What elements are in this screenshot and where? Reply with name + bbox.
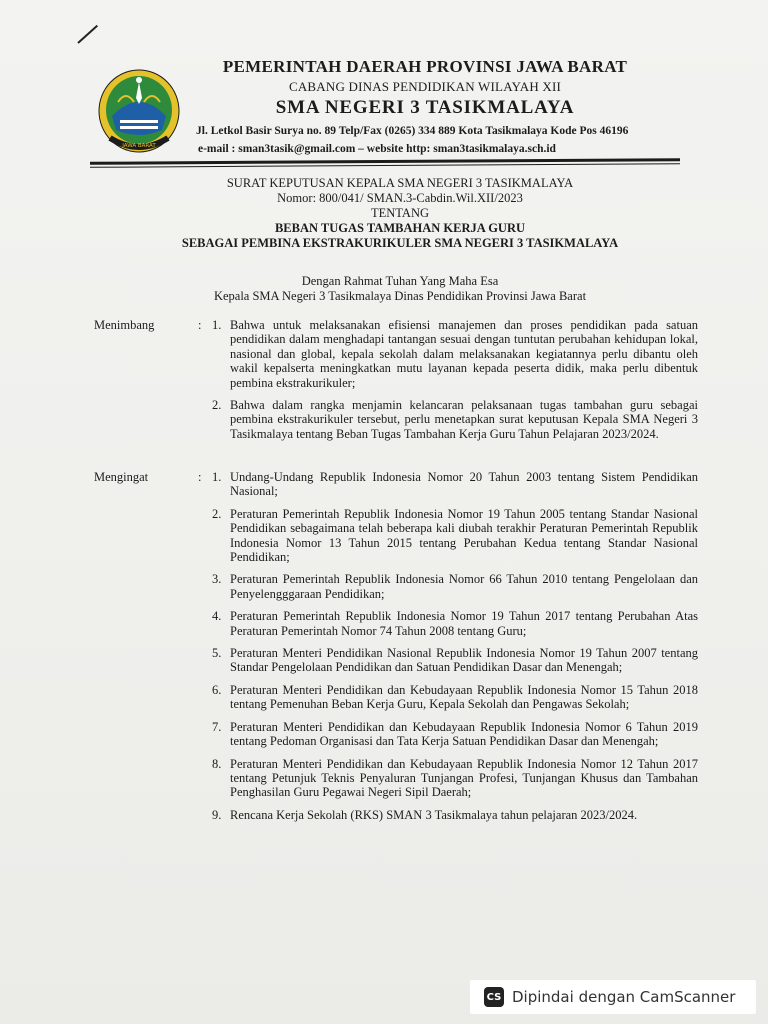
section-colon: : xyxy=(198,318,202,332)
letterhead-government: PEMERINTAH DAERAH PROVINSI JAWA BARAT xyxy=(222,57,628,76)
decree-about: TENTANG xyxy=(370,206,429,220)
list-item-text: Peraturan Pemerintah Republik Indonesia Nomor 66 Tahun 2010 tentang Pengelolaan dan Penyelengggaraan Pendidikan; xyxy=(230,572,698,601)
letterhead-branch: CABANG DINAS PENDIDIKAN WILAYAH XII xyxy=(288,79,562,94)
list-item-text: Peraturan Menteri Pendidikan dan Kebudayaan Republik Indonesia Nomor 15 Tahun 2018 tentang Pemenuhan Beban Kerja Guru, Kepala Sekolah dan Pengawas Sekolah; xyxy=(230,682,698,712)
camscanner-watermark xyxy=(470,980,756,1014)
list-item-text: Bahwa untuk melaksanakan efisiensi manajemen dan proses pendidikan pada satuan pendidikan dalam menghadapi tantangan sesuai dengan tuntutan perubahan kehidupan lokal, nasional dan global, kepala sekolah dalam melaksanakan kegiatannya perlu dibantu oleh wakil kepalserta meningkatkan mutu layanan kepada peserta didik, maka perlu dibentuk pembina ekstrakurikuler; xyxy=(230,318,698,390)
letterhead-address: Jl. Letkol Basir Surya no. 89 Telp/Fax (0265) 334 889 Kota Tasikmalaya Kode Pos 46196 xyxy=(196,125,629,137)
letterhead-contact: e-mail : sman3tasik@gmail.com – website http: sman3tasikmalaya.sch.id xyxy=(198,143,556,155)
mengingat-section xyxy=(90,470,700,830)
list-item xyxy=(212,398,698,441)
letterhead-school: SMA NEGERI 3 TASIKMALAYA xyxy=(275,97,575,118)
list-item-text: Peraturan Menteri Pendidikan Nasional Republik Indonesia Nomor 19 Tahun 2007 tentang Standar Pengelolaan Pendidikan dan Satuan Pendidikan Dasar dan Menengah; xyxy=(230,646,698,675)
province-logo xyxy=(96,68,182,154)
opening-block xyxy=(150,274,650,304)
list-item-number: 3. xyxy=(212,572,222,587)
list-item-number: 5. xyxy=(212,646,222,661)
list-item xyxy=(212,507,698,565)
list-item xyxy=(212,646,698,675)
opening-line-1: Dengan Rahmat Tuhan Yang Maha Esa xyxy=(301,274,499,288)
opening-line-2: Kepala SMA Negeri 3 Tasikmalaya Dinas Pendidikan Provinsi Jawa Barat xyxy=(213,289,587,303)
menimbang-section xyxy=(90,318,700,449)
list-item-number: 1. xyxy=(212,318,222,332)
list-item-number: 9. xyxy=(212,807,222,822)
list-item xyxy=(212,808,698,822)
list-item-text: Peraturan Menteri Pendidikan dan Kebudayaan Republik Indonesia Nomor 12 Tahun 2017 tentang Petunjuk Teknis Penyaluran Tunjangan Profesi, Tunjangan Khusus dan Tambahan Penghasilan Guru Pegawai Negeri Sipil Daerah; xyxy=(230,756,698,800)
list-item-number: 7. xyxy=(212,719,222,734)
list-item xyxy=(212,683,698,712)
list-item-number: 1. xyxy=(212,470,222,484)
list-item-number: 2. xyxy=(212,398,222,413)
list-item-text: Bahwa dalam rangka menjamin kelancaran pelaksanaan tugas tambahan guru sebagai pembina ekstrakurikuler tersebut, perlu menetapkan surat keputusan Kepala SMA Negeri 3 Tasikmalaya tentang Beban Tugas Tambahan Kerja Guru Tahun Pelajaran 2023/2024. xyxy=(230,398,698,441)
section-label-menimbang: Menimbang xyxy=(94,318,155,332)
list-item-number: 8. xyxy=(212,756,222,771)
decree-subject-2: SEBAGAI PEMBINA EKSTRAKURIKULER SMA NEGERI 3 TASIKMALAYA xyxy=(181,236,619,250)
list-item xyxy=(212,318,698,390)
list-item xyxy=(212,609,698,638)
list-item-text: Rencana Kerja Sekolah (RKS) SMAN 3 Tasikmalaya tahun pelajaran 2023/2024. xyxy=(230,807,638,822)
camscanner-icon: CS xyxy=(484,987,504,1007)
letterhead xyxy=(190,56,660,120)
camscanner-text: Dipindai dengan CamScanner xyxy=(512,988,736,1006)
list-item xyxy=(212,757,698,800)
list-item xyxy=(212,720,698,749)
section-colon: : xyxy=(198,470,202,484)
list-item-text: Undang-Undang Republik Indonesia Nomor 20 Tahun 2003 tentang Sistem Pendidikan Nasional; xyxy=(230,470,698,499)
decree-title-block xyxy=(130,176,670,251)
list-item-number: 4. xyxy=(212,609,222,624)
list-item xyxy=(212,470,698,499)
letterhead-address-block xyxy=(190,122,660,158)
list-item-number: 6. xyxy=(212,682,222,697)
list-item-number: 2. xyxy=(212,506,222,521)
list-item xyxy=(212,572,698,601)
list-item-text: Peraturan Pemerintah Republik Indonesia Nomor 19 Tahun 2005 tentang Standar Nasional Pendidikan sebagaimana telah beberapa kali diubah terakhir Peraturan Pemerintah Republik Indonesia Nomor 13 Tahun 2015 tentang Perubahan Kedua tentang Standar Nasional Pendidikan; xyxy=(230,506,698,565)
logo-text: JAWA BARAT xyxy=(122,143,156,149)
decree-number: Nomor: 800/041/ SMAN.3-Cabdin.Wil.XII/2023 xyxy=(277,191,523,205)
decree-title: SURAT KEPUTUSAN KEPALA SMA NEGERI 3 TASIKMALAYA xyxy=(226,176,574,190)
pen-mark xyxy=(77,25,98,44)
list-item-text: Peraturan Pemerintah Republik Indonesia Nomor 19 Tahun 2017 tentang Perubahan Atas Peraturan Pemerintah Nomor 74 Tahun 2008 tentang Guru; xyxy=(230,609,698,638)
list-item-text: Peraturan Menteri Pendidikan dan Kebudayaan Republik Indonesia Nomor 6 Tahun 2019 tentang Pedoman Organisasi dan Tata Kerja Satuan Pendidikan Dasar dan Menengah; xyxy=(230,719,698,749)
section-label-mengingat: Mengingat xyxy=(94,470,149,484)
decree-subject-1: BEBAN TUGAS TAMBAHAN KERJA GURU xyxy=(274,221,526,235)
